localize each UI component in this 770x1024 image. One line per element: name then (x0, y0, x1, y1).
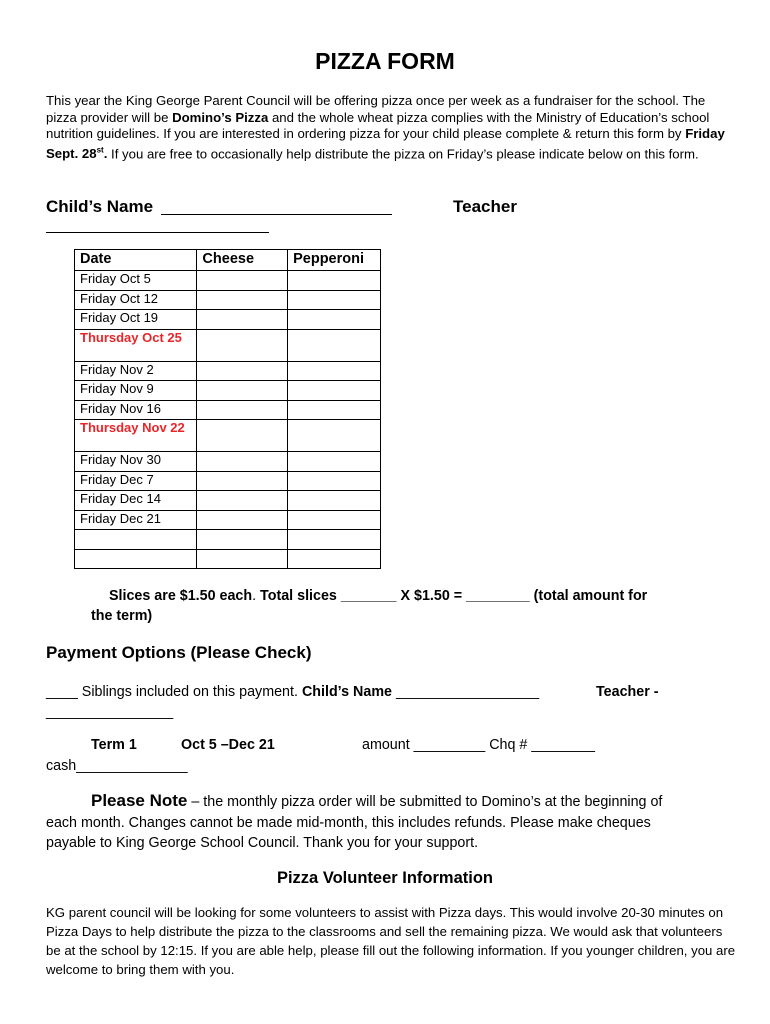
table-row (75, 530, 381, 550)
pepperoni-qty-cell[interactable] (288, 549, 381, 569)
pepperoni-qty-cell[interactable] (288, 381, 381, 401)
intro-text-2: and the whole wheat pizza complies with the Ministry of Education’s school nutrition guidelines. If you are interested in ordering pizza for your child please complete & return this form by (46, 109, 710, 142)
date-cell: Friday Nov 30 (75, 452, 197, 472)
term-dates: Oct 5 –Dec 21 (181, 737, 275, 753)
please-note-paragraph (46, 791, 736, 854)
pepperoni-qty-cell[interactable] (288, 510, 381, 530)
note-line-1: – the monthly pizza order will be submitted to Domino’s at the beginning of (187, 794, 663, 810)
table-row (75, 420, 381, 452)
teacher-label: Teacher (453, 197, 517, 216)
table-row (75, 381, 381, 401)
slice-price-text: Slices are $1.50 each (109, 588, 253, 604)
header-date: Date (75, 250, 197, 271)
intro-text-1: This year the King George Parent Council will be offering pizza once per week as a fundraiser for the school. The pizza provider will be (46, 93, 706, 125)
table-row (75, 329, 381, 361)
siblings-check-field[interactable]: ____ (46, 684, 78, 700)
date-cell: Friday Dec 21 (75, 510, 197, 530)
date-cell: Friday Nov 9 (75, 381, 197, 401)
pepperoni-qty-cell[interactable] (288, 420, 381, 452)
cheese-qty-cell[interactable] (197, 310, 288, 330)
date-cell: Friday Nov 2 (75, 361, 197, 381)
multiply-price-text: X $1.50 = (396, 588, 467, 604)
volunteer-heading: Pizza Volunteer Information (276, 869, 494, 887)
pepperoni-qty-cell[interactable] (288, 452, 381, 472)
volunteer-paragraph: KG parent council will be looking for some volunteers to assist with Pizza days. This would involve 20-30 minutes on Pizza Days to help distribute the pizza to the classrooms and sell the remaining pizza. We would ask that volunteers be at the school by 12:15. If you are able help, please fill out the following information. If you younger children, you are welcome to bring them with you. (46, 905, 736, 977)
cheese-qty-cell[interactable] (197, 491, 288, 511)
sibling-child-name-field[interactable]: __________________ (391, 684, 540, 700)
sibling-teacher-field[interactable]: ________________ (46, 704, 174, 720)
teacher-field[interactable] (46, 232, 269, 233)
pepperoni-qty-cell[interactable] (288, 491, 381, 511)
slices-price-line: Slices are $1.50 each. Total slices _______ X $1.50 = ________ (total amount for (109, 588, 648, 604)
term-text: the term) (91, 608, 153, 624)
cheese-qty-cell[interactable] (197, 381, 288, 401)
child-name-label: Child’s Name (46, 197, 154, 216)
date-cell[interactable] (75, 549, 197, 569)
note-line-2: each month. Changes cannot be made mid-month, this includes refunds. Please make cheques (46, 814, 651, 831)
cheese-qty-cell[interactable] (197, 549, 288, 569)
table-row (75, 290, 381, 310)
date-cell: Thursday Nov 22 (75, 420, 197, 452)
pepperoni-qty-cell[interactable] (288, 329, 381, 361)
cheese-qty-cell[interactable] (197, 510, 288, 530)
cheese-qty-cell[interactable] (197, 290, 288, 310)
header-cheese: Cheese (197, 250, 288, 271)
table-row (75, 361, 381, 381)
payment-options-heading: Payment Options (Please Check) (46, 643, 312, 662)
sibling-teacher-label: Teacher - (596, 684, 659, 700)
pepperoni-qty-cell[interactable] (288, 471, 381, 491)
date-cell: Friday Dec 14 (75, 491, 197, 511)
date-cell: Friday Dec 7 (75, 471, 197, 491)
table-row (75, 471, 381, 491)
table-row (75, 271, 381, 291)
header-pepperoni: Pepperoni (288, 250, 381, 271)
intro-text-3: If you are free to occasionally help distribute the pizza on Friday’s please indicate below on this form. (107, 146, 699, 162)
provider-name: Domino’s Pizza (172, 109, 269, 125)
pepperoni-qty-cell[interactable] (288, 310, 381, 330)
cash-field[interactable]: cash______________ (46, 758, 188, 774)
cheese-qty-cell[interactable] (197, 452, 288, 472)
page-title: PIZZA FORM (315, 48, 455, 74)
date-cell: Friday Oct 12 (75, 290, 197, 310)
sibling-child-name-label: Child’s Name (301, 684, 392, 700)
date-cell: Friday Oct 19 (75, 310, 197, 330)
total-amount-field[interactable]: ________ (466, 588, 530, 604)
table-header-row (75, 250, 381, 271)
total-slices-label: Total slices (256, 588, 341, 604)
date-cell: Friday Nov 16 (75, 400, 197, 420)
amount-cheque-fields[interactable]: amount _________ Chq # ________ (362, 737, 595, 753)
date-cell: Friday Oct 5 (75, 271, 197, 291)
cheese-qty-cell[interactable] (197, 471, 288, 491)
table-row (75, 400, 381, 420)
date-cell: Thursday Oct 25 (75, 329, 197, 361)
cheese-qty-cell[interactable] (197, 361, 288, 381)
cheese-qty-cell[interactable] (197, 530, 288, 550)
siblings-text: Siblings included on this payment. (77, 684, 302, 700)
date-cell[interactable] (75, 530, 197, 550)
table-row (75, 491, 381, 511)
deadline: Friday Sept. 28st. (46, 126, 725, 162)
pepperoni-qty-cell[interactable] (288, 361, 381, 381)
pepperoni-qty-cell[interactable] (288, 530, 381, 550)
cheese-qty-cell[interactable] (197, 271, 288, 291)
cheese-qty-cell[interactable] (197, 400, 288, 420)
table-row (75, 310, 381, 330)
total-slices-field[interactable]: _______ (340, 588, 397, 604)
please-note-label: Please Note (91, 791, 188, 810)
table-row (75, 549, 381, 569)
table-row (75, 510, 381, 530)
pepperoni-qty-cell[interactable] (288, 271, 381, 291)
cheese-qty-cell[interactable] (197, 420, 288, 452)
note-line-3: payable to King George School Council. Thank you for your support. (46, 835, 479, 852)
cheese-qty-cell[interactable] (197, 329, 288, 361)
total-amount-label: (total amount for (529, 588, 648, 604)
siblings-line (46, 684, 539, 700)
child-name-field[interactable] (161, 214, 392, 215)
pepperoni-qty-cell[interactable] (288, 400, 381, 420)
table-row (75, 452, 381, 472)
pepperoni-qty-cell[interactable] (288, 290, 381, 310)
pizza-order-table (74, 249, 381, 569)
intro-paragraph (46, 93, 736, 163)
term-label: Term 1 (91, 737, 137, 753)
